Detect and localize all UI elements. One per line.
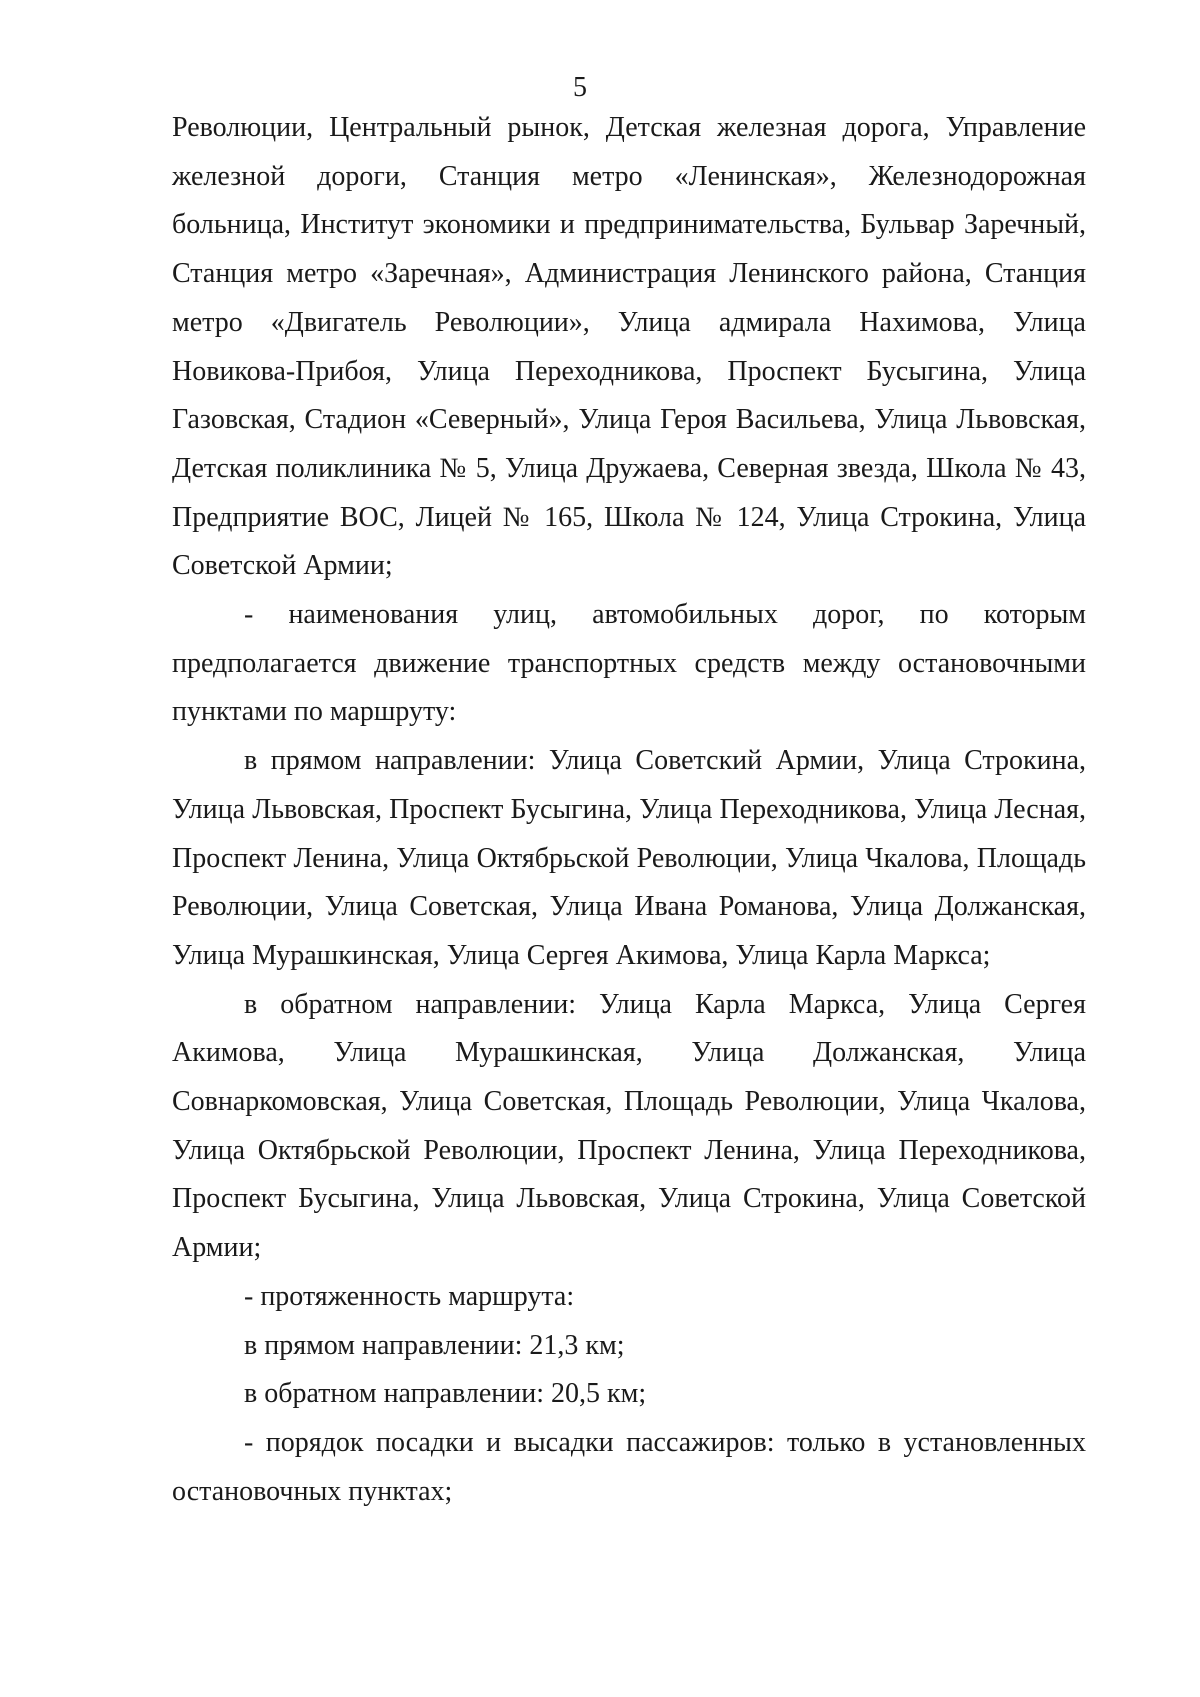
page-number: 5 bbox=[573, 72, 587, 103]
paragraph-forward-direction: в прямом направлении: Улица Советский Армии, Улица Строкина, Улица Львовская, Проспект Бусыгина, Улица Переходникова, Улица Лесная, Проспект Ленина, Улица Октябрьской Революции, Улица Чкалова, Площадь Революции, Улица Советская, Улица Ивана Романова, Улица Должанская, Улица Мурашкинская, Улица Сергея Акимова, Улица Карла Маркса; bbox=[172, 745, 1086, 971]
document-body bbox=[172, 104, 1086, 1516]
paragraph-street-names-heading: - наименования улиц, автомобильных дорог, по которым предполагается движение транспортных средств между остановочными пунктами по маршруту: bbox=[172, 599, 1086, 728]
paragraph-stop-list-continuation: Революции, Центральный рынок, Детская железная дорога, Управление железной дороги, Станция метро «Ленинская», Железнодорожная больница, Институт экономики и предпринимательства, Бульвар Заречный, Станция метро «Заречная», Администрация Ленинского района, Станция метро «Двигатель Революции», Улица адмирала Нахимова, Улица Новикова-Прибоя, Улица Переходникова, Проспект Бусыгина, Улица Газовская, Стадион «Северный», Улица Героя Васильева, Улица Львовская, Детская поликлиника № 5, Улица Дружаева, Северная звезда, Школа № 43, Предприятие ВОС, Лицей № 165, Школа № 124, Улица Строкина, Улица Советской Армии; bbox=[172, 112, 1086, 582]
paragraph-reverse-length: в обратном направлении: 20,5 км; bbox=[244, 1378, 647, 1410]
paragraph-route-length-heading: - протяженность маршрута: bbox=[244, 1280, 575, 1312]
paragraph-boarding-order: - порядок посадки и высадки пассажиров: только в установленных остановочных пунктах; bbox=[172, 1426, 1086, 1507]
paragraph-forward-length: в прямом направлении: 21,3 км; bbox=[244, 1329, 625, 1361]
paragraph-reverse-direction: в обратном направлении: Улица Карла Маркса, Улица Сергея Акимова, Улица Мурашкинская, Улица Должанская, Улица Совнаркомовская, Улица Советская, Площадь Революции, Улица Чкалова, Улица Октябрьской Революции, Проспект Ленина, Улица Переходникова, Проспект Бусыгина, Улица Львовская, Улица Строкина, Улица Советской Армии; bbox=[172, 988, 1086, 1264]
